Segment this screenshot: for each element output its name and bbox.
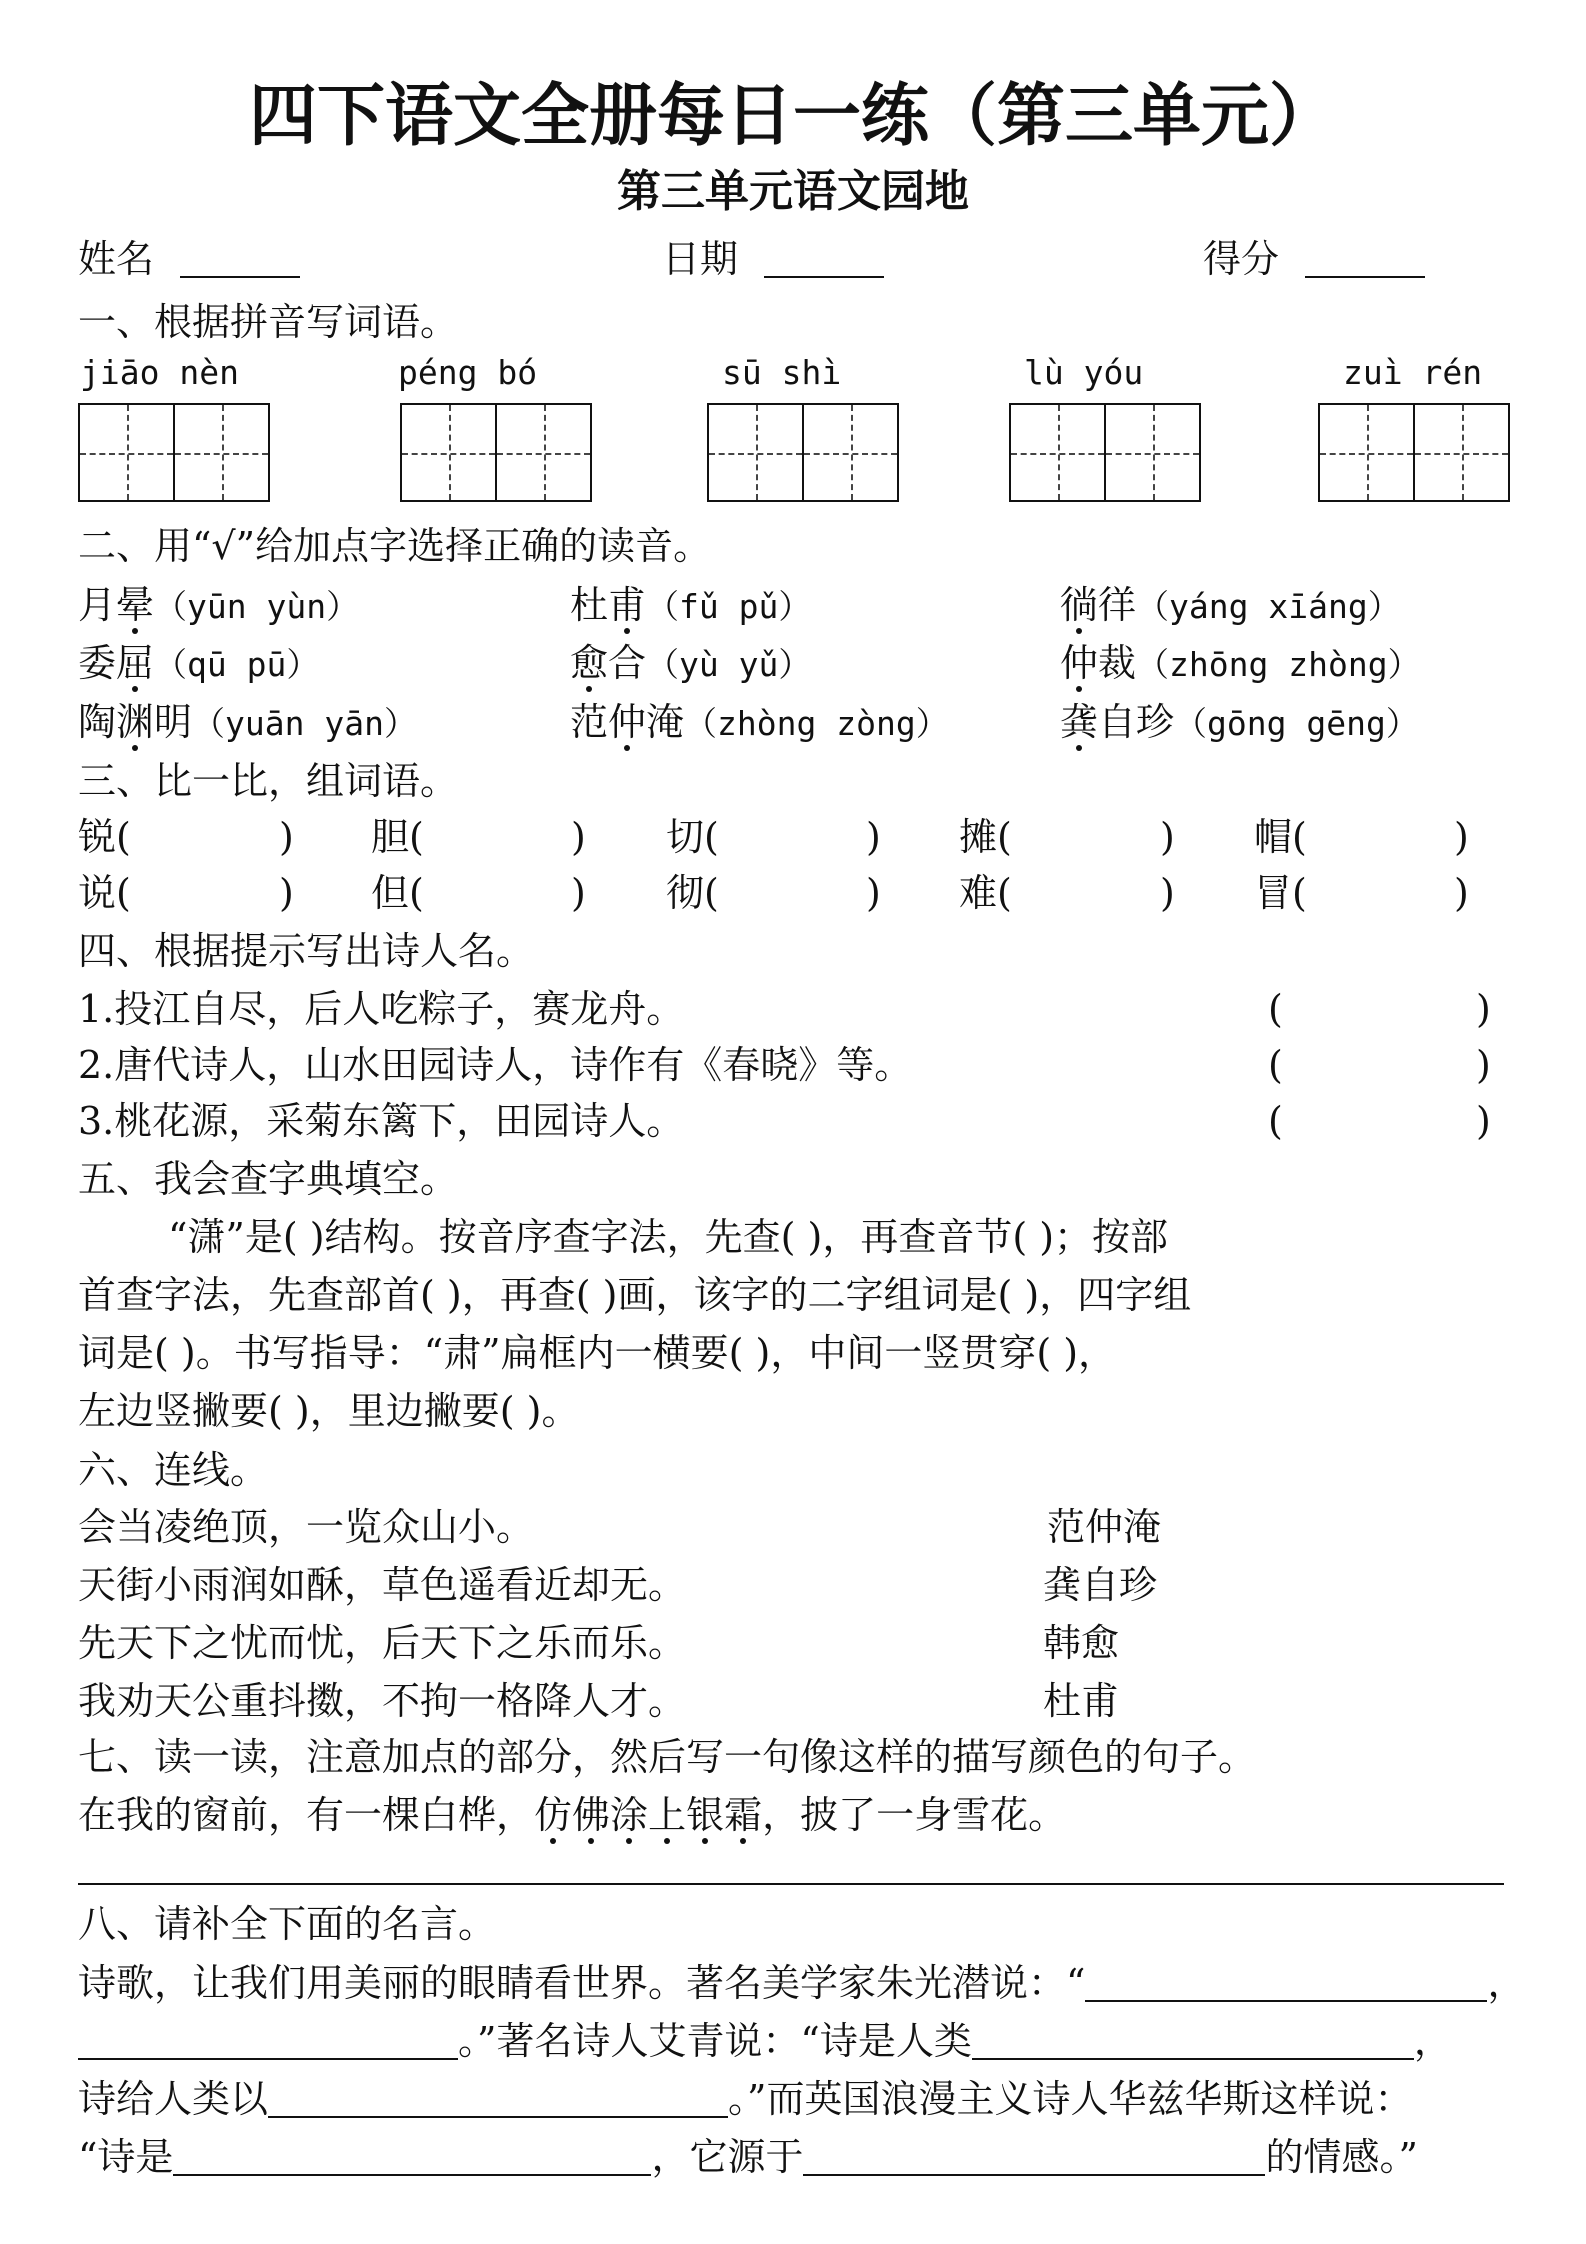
fill-blank[interactable] — [972, 2020, 1414, 2060]
word-pair-item: 锐( — [78, 815, 131, 859]
name-label: 姓名 — [78, 237, 155, 281]
word-pair-item: 说( — [78, 871, 131, 915]
poet-answer-open: ( — [1268, 987, 1283, 1031]
word-pair-close: ) — [1160, 871, 1175, 915]
reading-item: 愈合（yù yǔ） — [570, 641, 812, 685]
page-subtitle: 第三单元语文园地 — [617, 166, 969, 217]
section-8-heading: 八、请补全下面的名言。 — [78, 1902, 497, 1946]
word-pair-item: 冒( — [1254, 871, 1307, 915]
date-row — [662, 237, 884, 281]
word-pair-close: ) — [1454, 871, 1469, 915]
reading-item: 杜甫（fǔ pǔ） — [570, 583, 812, 627]
poet-answer-open: ( — [1268, 1099, 1283, 1143]
writing-grid-3[interactable] — [707, 403, 899, 502]
score-label: 得分 — [1203, 237, 1280, 281]
writing-grid-2[interactable] — [400, 403, 592, 502]
section-5-heading: 五、我会查字典填空。 — [78, 1157, 459, 1201]
match-poet: 龚自珍 — [1043, 1563, 1158, 1607]
reading-item: 陶渊明（yuān yān） — [78, 700, 417, 744]
section-4-heading: 四、根据提示写出诗人名。 — [78, 929, 535, 973]
reading-item: 委屈（qū pū） — [78, 641, 320, 685]
word-pair-close: ) — [279, 815, 294, 859]
poet-answer-close: ) — [1476, 987, 1491, 1031]
word-pair-close: ) — [1160, 815, 1175, 859]
match-quote: 会当凌绝顶，一览众山小。 — [78, 1505, 535, 1549]
fill-blank[interactable] — [1085, 1962, 1487, 2002]
answer-line[interactable] — [78, 1883, 1504, 1885]
dictionary-line-4: 左边竖撇要( )，里边撇要( )。 — [78, 1389, 580, 1433]
dictionary-line-1: “潇”是( )结构。按音序查字法，先查( )，再查音节( )；按部 — [168, 1215, 1169, 1259]
section-2-heading: 二、用“√”给加点字选择正确的读音。 — [78, 524, 712, 568]
fill-blank[interactable] — [173, 2136, 651, 2176]
dictionary-line-3: 词是( )。书写指导：“肃”扁框内一横要( )，中间一竖贯穿( )， — [78, 1331, 1117, 1375]
example-sentence: 在我的窗前，有一棵白桦，仿佛涂上银霜，披了一身雪花。 — [78, 1793, 1067, 1837]
match-poet: 韩愈 — [1043, 1621, 1120, 1665]
pinyin-1: jiāo nèn — [80, 353, 239, 392]
reading-item: 徜徉（yáng xīáng） — [1060, 583, 1401, 627]
poet-clue-3: 3.桃花源，采菊东篱下，田园诗人。 — [78, 1099, 685, 1143]
word-pair-item: 胆( — [371, 815, 424, 859]
word-pair-close: ) — [866, 871, 881, 915]
reading-item: 仲裁（zhōng zhòng） — [1060, 641, 1421, 685]
name-row — [78, 237, 300, 281]
match-poet: 范仲淹 — [1047, 1505, 1162, 1549]
quote-line-3: 诗给人类以 。”而英国浪漫主义诗人华兹华斯这样说： — [78, 2077, 1413, 2121]
quote-line-4: “诗是 ，它源于 的情感。” — [78, 2135, 1418, 2179]
reading-item: 龚自珍（gōng gēng） — [1060, 700, 1419, 744]
quote-line-2: 。”著名诗人艾青说：“诗是人类 ， — [78, 2020, 1452, 2060]
poet-clue-2: 2.唐代诗人，山水田园诗人，诗作有《春晓》等。 — [78, 1043, 913, 1087]
poet-answer-close: ) — [1476, 1099, 1491, 1143]
score-row — [1203, 237, 1425, 281]
date-label: 日期 — [662, 237, 739, 281]
pinyin-2: péng bó — [398, 353, 538, 392]
word-pair-close: ) — [866, 815, 881, 859]
fill-blank[interactable] — [268, 2078, 728, 2118]
reading-item: 范仲淹（zhòng zòng） — [570, 700, 949, 744]
writing-grid-4[interactable] — [1009, 403, 1201, 502]
match-quote: 我劝天公重抖擞，不拘一格降人才。 — [78, 1679, 687, 1723]
date-field[interactable] — [764, 238, 884, 278]
name-field[interactable] — [180, 238, 300, 278]
poet-clue-1: 1.投江自尽，后人吃粽子，赛龙舟。 — [78, 987, 685, 1031]
word-pair-item: 帽( — [1254, 815, 1307, 859]
word-pair-close: ) — [279, 871, 294, 915]
fill-blank[interactable] — [78, 2020, 458, 2060]
word-pair-close: ) — [571, 871, 586, 915]
word-pair-item: 摊( — [959, 815, 1012, 859]
section-3-heading: 三、比一比，组词语。 — [78, 759, 459, 803]
poet-answer-close: ) — [1476, 1043, 1491, 1087]
match-quote: 天街小雨润如酥，草色遥看近却无。 — [78, 1563, 687, 1607]
word-pair-close: ) — [571, 815, 586, 859]
score-field[interactable] — [1305, 238, 1425, 278]
match-poet: 杜甫 — [1043, 1679, 1120, 1723]
pinyin-5: zuì rén — [1343, 353, 1483, 392]
dictionary-line-2: 首查字法，先查部首( )，再查( )画，该字的二字组词是( )，四字组 — [78, 1273, 1192, 1317]
section-1-heading: 一、根据拼音写词语。 — [78, 300, 459, 344]
fill-blank[interactable] — [803, 2136, 1265, 2176]
word-pair-item: 难( — [959, 871, 1012, 915]
quote-line-1: 诗歌，让我们用美丽的眼睛看世界。著名美学家朱光潜说：“ ， — [78, 1961, 1526, 2005]
section-7-heading: 七、读一读，注意加点的部分，然后写一句像这样的描写颜色的句子。 — [78, 1735, 1257, 1779]
match-quote: 先天下之忧而忧，后天下之乐而乐。 — [78, 1621, 687, 1665]
section-6-heading: 六、连线。 — [78, 1448, 269, 1492]
pinyin-4: lù yóu — [1024, 353, 1144, 392]
word-pair-item: 彻( — [666, 871, 719, 915]
poet-answer-open: ( — [1268, 1043, 1283, 1087]
writing-grid-5[interactable] — [1318, 403, 1510, 502]
word-pair-close: ) — [1454, 815, 1469, 859]
writing-grid-1[interactable] — [78, 403, 270, 502]
pinyin-3: sū shì — [722, 353, 842, 392]
word-pair-item: 切( — [666, 815, 719, 859]
page-title: 四下语文全册每日一练（第三单元） — [248, 76, 1337, 156]
word-pair-item: 但( — [371, 871, 424, 915]
reading-item: 月晕（yūn yùn） — [78, 583, 360, 627]
